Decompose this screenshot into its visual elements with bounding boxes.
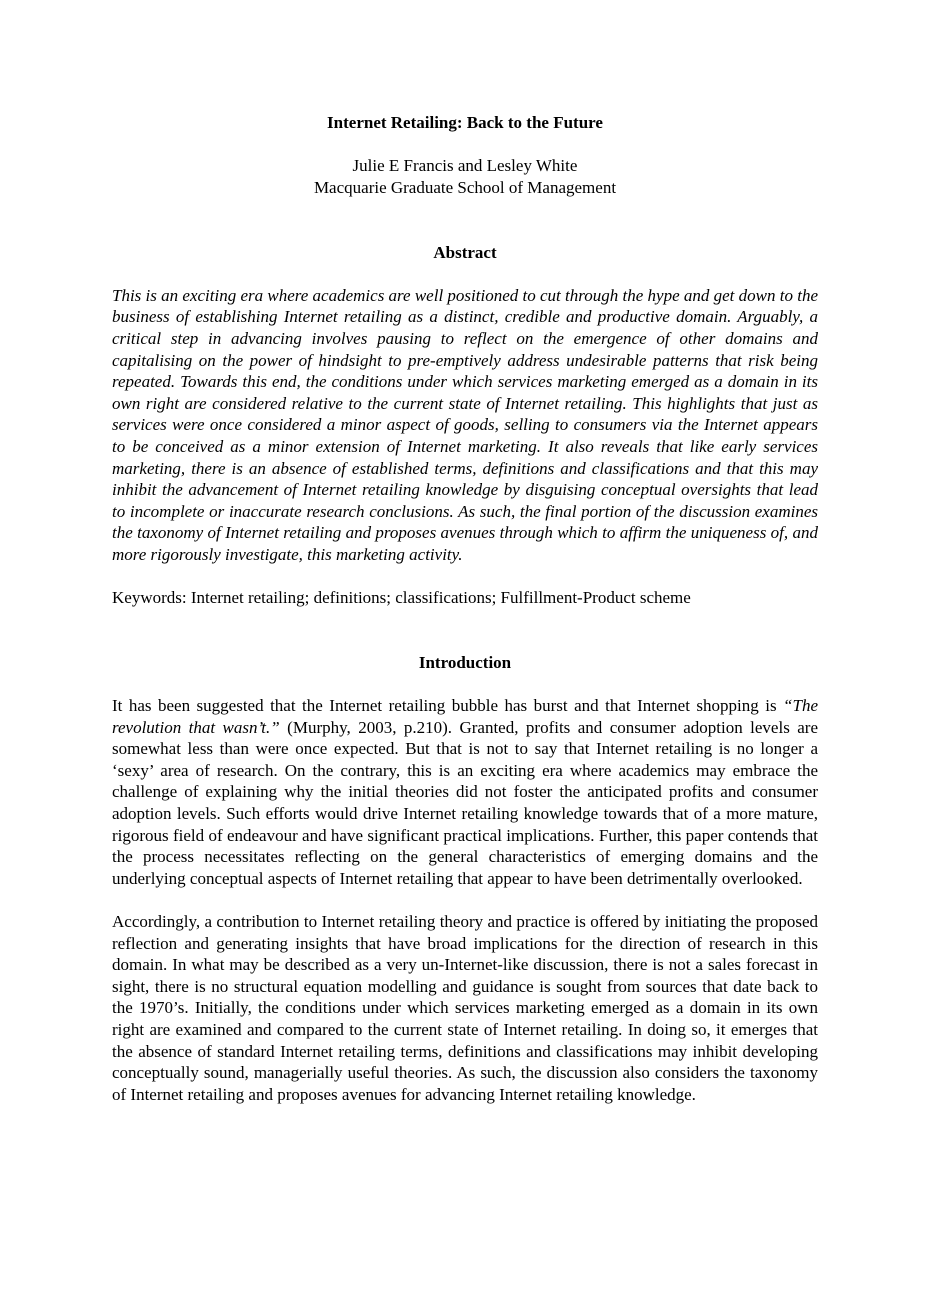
abstract-heading: Abstract [433,242,497,262]
introduction-paragraph-1 [112,695,818,889]
introduction-heading: Introduction [418,652,512,672]
quoted-phrase: “The revolution that wasn’t.” [112,696,818,737]
abstract-text: This is an exciting era where academics are well positioned to cut through the hype and get down to the business of establishing Internet retailing as a distinct, credible and productive domain. Arguably, a critical step in advancing involves pausing to reflect on the emergence of other domains and capitalising on the power of hindsight to pre-emptively address undesirable patterns that risk being repeated. Towards this end, the conditions under which services marketing emerged as a domain in its own right are considered relative to the current state of Internet retailing. This highlights that just as services were once considered a minor aspect of goods, selling to consumers via the Internet appears to be conceived as a minor extension of Internet marketing. It also reveals that like early services marketing, there is an absence of established terms, definitions and classifications and that this may inhibit the advancement of Internet retailing knowledge by disguising conceptual oversights that lead to incomplete or inaccurate research conclusions. As such, the final portion of the discussion examines the taxonomy of Internet retailing and proposes avenues through which to affirm the uniqueness of, and more rigorously investigate, this marketing activity. [112,285,818,564]
paper-title: Internet Retailing: Back to the Future [327,113,603,132]
introduction-paragraph-2: Accordingly, a contribution to Internet retailing theory and practice is offered by initiating the proposed reflection and generating insights that have broad implications for the direction of research in this domain. In what may be described as a very un-Internet-like discussion, there is not a sales forecast in sight, there is no structural equation modelling and guidance is sought from sources that date back to the 1970’s. Initially, the conditions under which services marketing emerged as a domain in its own right are examined and compared to the current state of Internet retailing. In doing so, it emerges that the absence of standard Internet retailing terms, definitions and classifications may inhibit developing conceptually sound, managerially useful theories. As such, the discussion also considers the taxonomy of Internet retailing and proposes avenues for advancing Internet retailing knowledge. [112,911,818,1104]
paragraph-text-before-quote: It has been suggested that the Internet retailing bubble has burst and that Internet shopping is [112,696,784,716]
paragraph-text-after-quote: (Murphy, 2003, p.210). Granted, profits and consumer adoption levels are somewhat less than were once expected. But that is not to say that Internet retailing is no longer a ‘sexy’ area of research. On the contrary, this is an exciting era where academics may embrace the challenge of explaining why the initial theories did not foster the anticipated profits and consumer adoption levels. Such efforts would drive Internet retailing knowledge towards that of a more mature, rigorous field of endeavour and have significant practical implications. Further, this paper contends that the process necessitates reflecting on the general characteristics of emerging domains and the underlying conceptual aspects of Internet retailing that appear to have been detrimentally overlooked. [112,717,818,888]
paper-authors: Julie E Francis and Lesley White [352,156,578,176]
paper-affiliation: Macquarie Graduate School of Management [313,177,617,197]
keywords-line: Keywords: Internet retailing; definitions; classifications; Fulfillment-Product scheme [112,588,691,608]
